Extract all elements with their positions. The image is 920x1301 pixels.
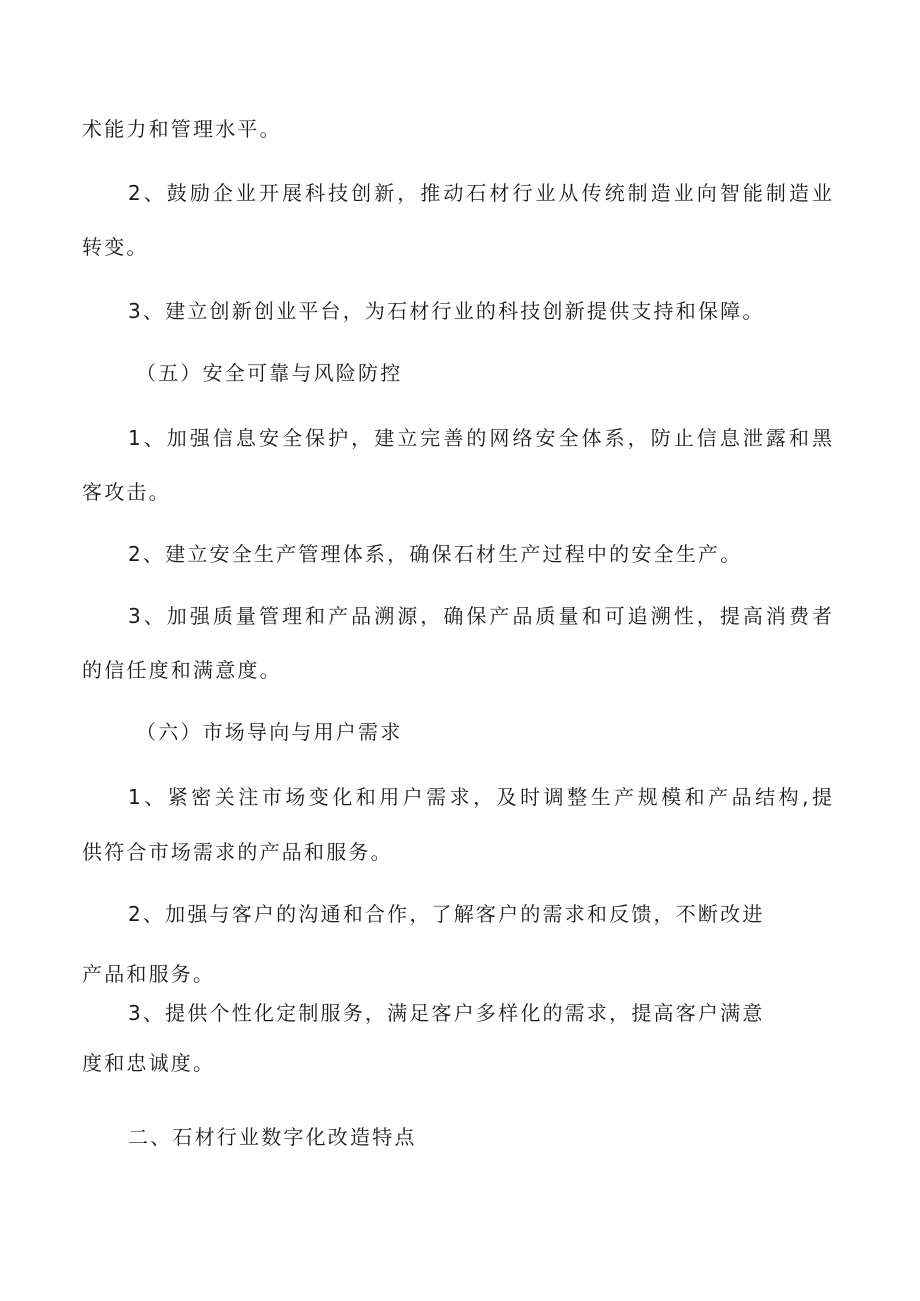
paragraph-line: 3、提供个性化定制服务，满足客户多样化的需求，提高客户满意 [128, 1001, 765, 1025]
paragraph-line: 转变。 [82, 235, 149, 259]
paragraph-line: 的信任度和满意度。 [82, 658, 282, 682]
paragraph-line: 1、加强信息安全保护，建立完善的网络安全体系，防止信息泄露和黑 [128, 426, 832, 450]
paragraph-line: 3、建立创新创业平台，为石材行业的科技创新提供支持和保障。 [128, 299, 765, 323]
paragraph-line: 客攻击。 [82, 480, 171, 504]
section-heading: （六）市场导向与用户需求 [136, 720, 403, 744]
paragraph-line: 3、加强质量管理和产品溯源，确保产品质量和可追溯性，提高消费者 [128, 604, 832, 628]
paragraph-line: 产品和服务。 [82, 962, 216, 986]
paragraph-line: 2、鼓励企业开展科技创新，推动石材行业从传统制造业向智能制造业 [128, 181, 832, 205]
paragraph-line: 1、紧密关注市场变化和用户需求，及时调整生产规模和产品结构,提 [128, 785, 832, 809]
chapter-heading: 二、石材行业数字化改造特点 [128, 1125, 417, 1149]
paragraph-line: 供符合市场需求的产品和服务。 [82, 840, 393, 864]
paragraph-line: 度和忠诚度。 [82, 1051, 216, 1075]
paragraph-line: 2、加强与客户的沟通和合作，了解客户的需求和反馈，不断改进 [128, 902, 765, 926]
section-heading: （五）安全可靠与风险防控 [136, 361, 403, 385]
paragraph-line: 2、建立安全生产管理体系，确保石材生产过程中的安全生产。 [128, 542, 743, 566]
paragraph-line: 术能力和管理水平。 [82, 117, 282, 141]
